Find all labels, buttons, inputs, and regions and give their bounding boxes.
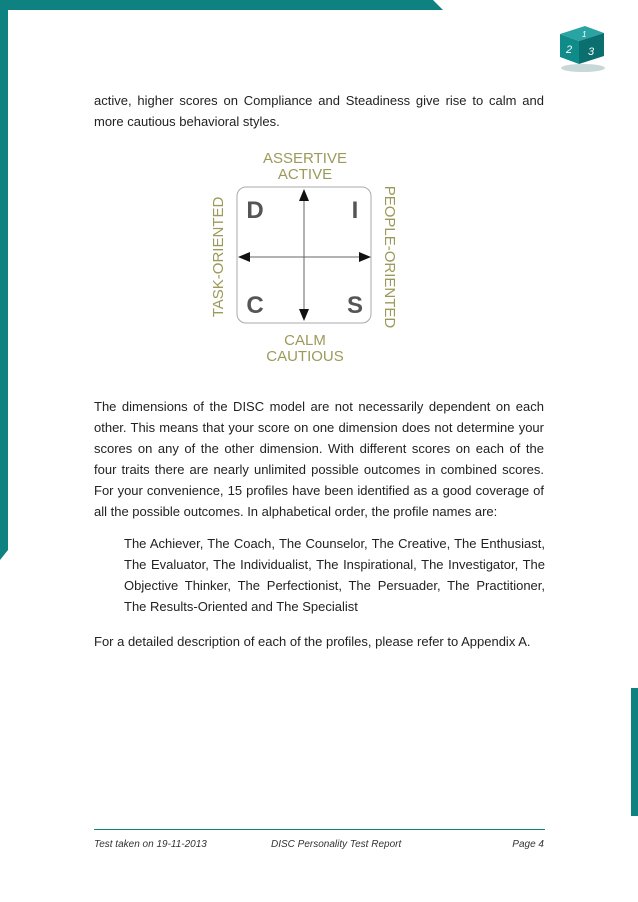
arrow-down — [299, 309, 309, 321]
footer-test-date: Test taken on 19-11-2013 — [94, 839, 207, 850]
logo-digit-1: 1 — [582, 30, 587, 39]
header-band — [0, 0, 638, 10]
arrow-left — [238, 252, 250, 262]
diagram-bottom-label-2: CAUTIOUS — [266, 348, 344, 365]
footer-page-number: Page 4 — [512, 839, 544, 850]
quadrant-s: S — [346, 292, 364, 319]
quadrant-i: I — [351, 197, 359, 224]
left-accent-bar — [0, 0, 8, 560]
dice-logo-icon — [552, 20, 612, 76]
profiles-list: The Achiever, The Coach, The Counselor, The Creative, The Enthusiast, The Evaluator, The Individualist, The Inspirational, The Investigator, The Objective Thinker, The Perfectionist, The Persuader, The Practitioner, The Results-Oriented and The Specialist — [124, 536, 545, 614]
diagram-top-label-1: ASSERTIVE — [263, 150, 347, 167]
diagram-right-label: PEOPLE-ORIENTED — [381, 185, 398, 329]
footer-report-title: DISC Personality Test Report — [271, 839, 402, 850]
footer-divider — [94, 829, 545, 830]
diagram-bottom-label-1: CALM — [284, 332, 326, 349]
logo-shadow — [561, 64, 605, 72]
intro-paragraph: active, higher scores on Compliance and Steadiness give rise to calm and more cautious behavioral styles. — [94, 93, 544, 129]
logo-digit-2: 2 — [566, 44, 573, 56]
arrow-up — [299, 189, 309, 201]
logo-digit-3: 3 — [588, 46, 595, 58]
header-band-shape — [0, 0, 443, 10]
diagram-left-label: TASK-ORIENTED — [210, 196, 227, 318]
diagram-top-label-2: ACTIVE — [277, 166, 333, 183]
quadrant-d: D — [246, 197, 264, 224]
disc-diagram — [200, 140, 410, 375]
dimensions-paragraph: The dimensions of the DISC model are not necessarily dependent on each other. This means that your score on one dimension does not determine your scores on any of the other dimension. With different scores on each of the four traits there are nearly unlimited possible outcomes in combined scores. For your convenience, 15 profiles have been identified as a good coverage of all the possible outcomes. In alphabetical order, the profile names are: — [94, 399, 544, 519]
arrow-right — [359, 252, 371, 262]
left-accent-bar-shape — [0, 0, 8, 560]
appendix-paragraph: For a detailed description of each of the profiles, please refer to Appendix A. — [94, 634, 531, 649]
quadrant-c: C — [246, 292, 264, 319]
right-accent-tab — [631, 688, 638, 816]
